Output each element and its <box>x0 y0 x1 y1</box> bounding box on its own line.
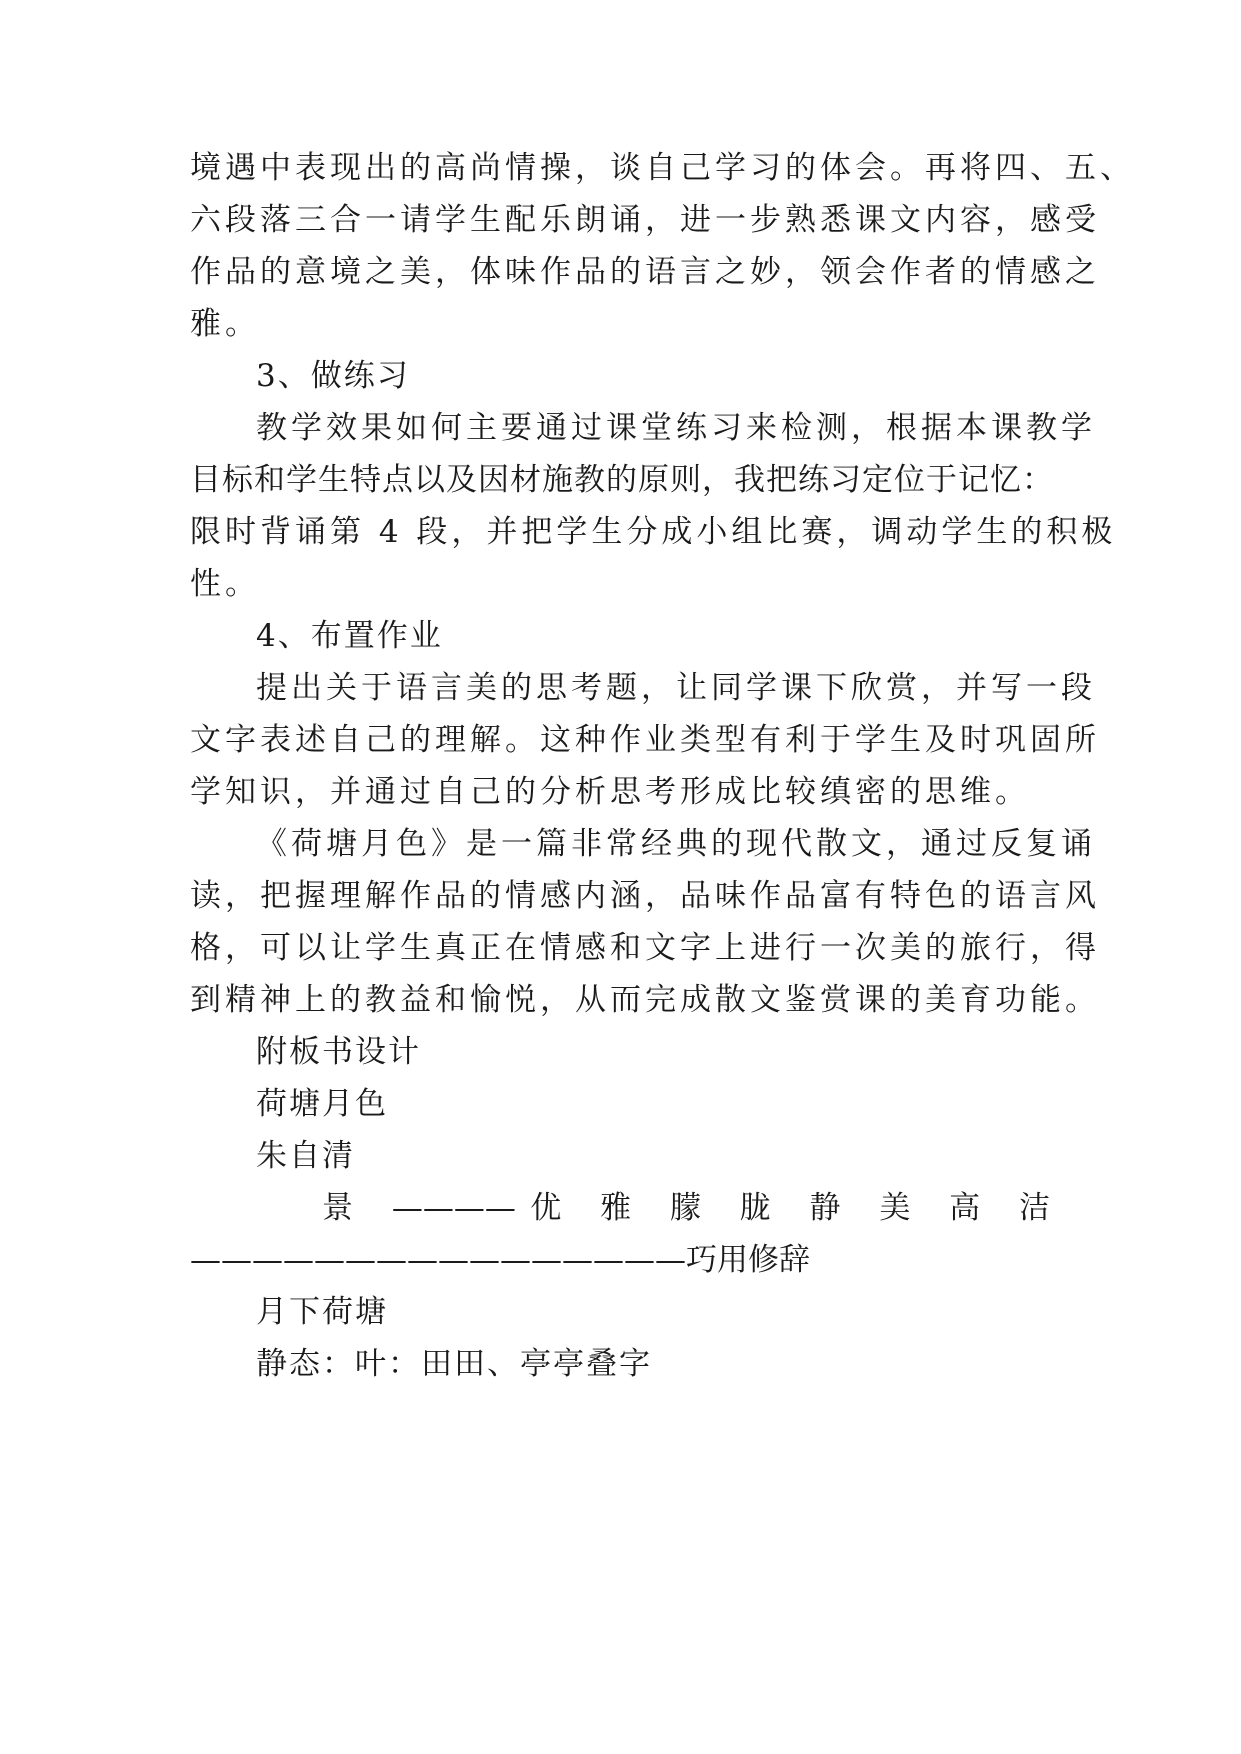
text-line: 目标和学生特点以及因材施教的原则，我把练习定位于记忆： <box>190 462 1054 498</box>
board-subtitle: 月下荷塘 <box>256 1294 388 1330</box>
text-line: 《荷塘月色》是一篇非常经典的现代散文，通过反复诵 <box>256 826 1096 862</box>
text-line: 学知识，并通过自己的分析思考形成比较缜密的思维。 <box>190 774 1030 810</box>
text-line: 六段落三合一请学生配乐朗诵，进一步熟悉课文内容，感受 <box>190 202 1100 238</box>
text-line: 到精神上的教益和愉悦，从而完成散文鉴赏课的美育功能。 <box>190 982 1100 1018</box>
text-line: 读，把握理解作品的情感内涵，品味作品富有特色的语言风 <box>190 878 1100 914</box>
section-heading: 3、做练习 <box>256 358 410 394</box>
text-line: 性。 <box>190 566 260 602</box>
board-static-line: 静态：叶：田田、亭亭叠字 <box>256 1346 652 1382</box>
text-line: 境遇中表现出的高尚情操，谈自己学习的体会。再将四、五、 <box>190 150 1135 186</box>
board-scene-line: 景 ————优 雅 朦 胧 静 美 高 洁 <box>322 1190 1050 1226</box>
text-line: 限时背诵第 4 段，并把学生分成小组比赛，调动学生的积极 <box>190 514 1117 550</box>
text-line: 文字表述自己的理解。这种作业类型有利于学生及时巩固所 <box>190 722 1100 758</box>
section-heading: 4、布置作业 <box>256 618 443 654</box>
board-design-heading: 附板书设计 <box>256 1034 421 1070</box>
text-line: 教学效果如何主要通过课堂练习来检测，根据本课教学 <box>256 410 1096 446</box>
text-line: 作品的意境之美，体味作品的语言之妙，领会作者的情感之 <box>190 254 1100 290</box>
board-author: 朱自清 <box>256 1138 355 1174</box>
board-title: 荷塘月色 <box>256 1086 388 1122</box>
text-line: 格，可以让学生真正在情感和文字上进行一次美的旅行，得 <box>190 930 1100 966</box>
text-line: 提出关于语言美的思考题，让同学课下欣赏，并写一段 <box>256 670 1096 706</box>
board-rhetoric-line: ————————————————巧用修辞 <box>190 1242 810 1278</box>
text-line: 雅。 <box>190 306 260 342</box>
